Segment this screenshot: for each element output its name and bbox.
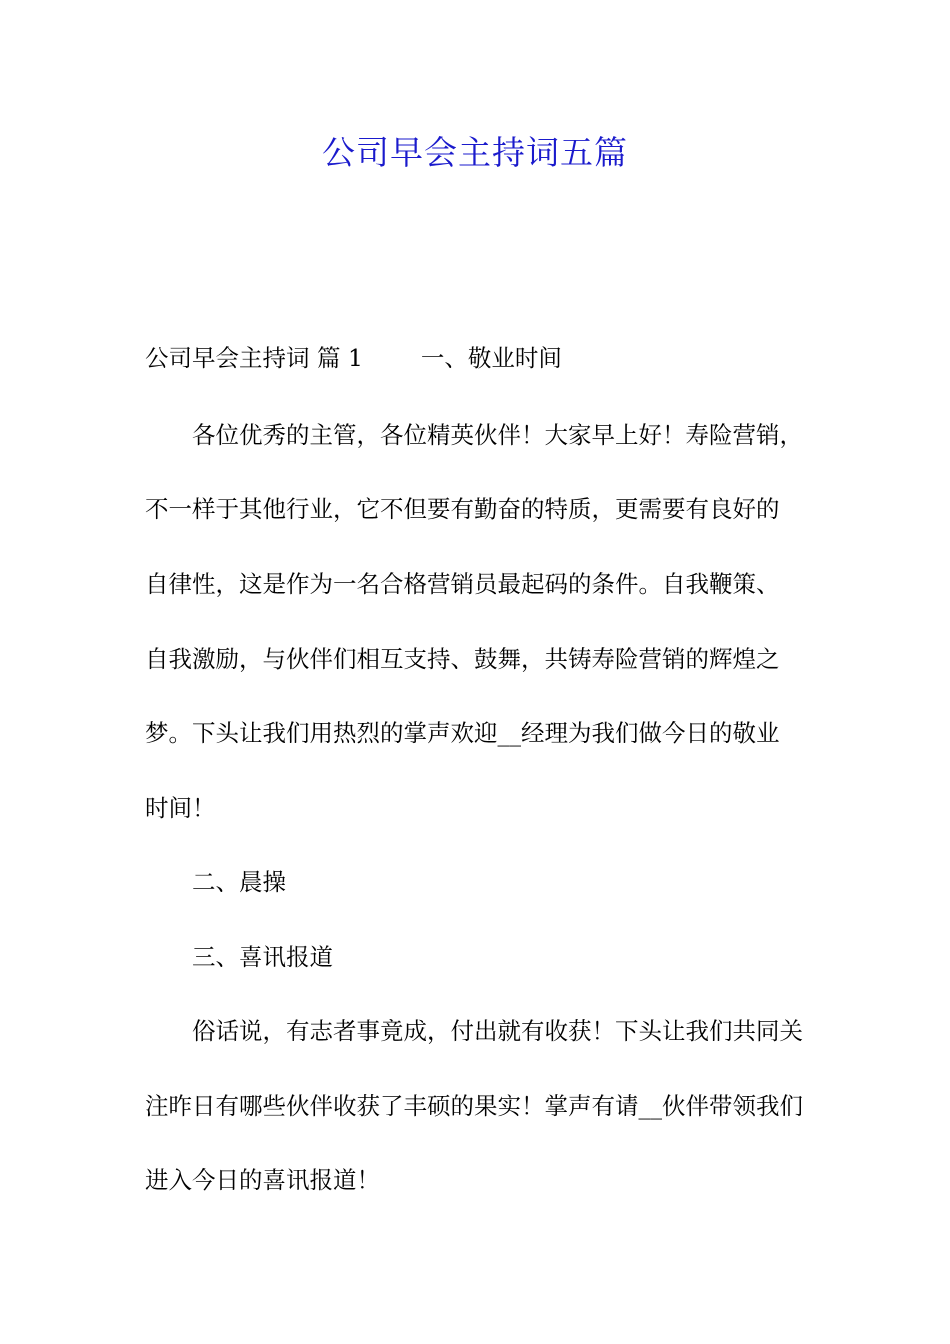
paragraph-1-line-2: 不一样于其他行业，它不但要有勤奋的特质，更需要有良好的 (145, 495, 780, 523)
paragraph-1-line-3: 自律性，这是作为一名合格营销员最起码的条件。自我鞭策、 (145, 570, 780, 598)
section-3-heading: 三、喜讯报道 (192, 943, 333, 971)
heading-subsection: 一、敬业时间 (420, 344, 562, 372)
paragraph-1-line-4: 自我激励，与伙伴们相互支持、鼓舞，共铸寿险营销的辉煌之 (145, 645, 780, 673)
paragraph-1-line-1: 各位优秀的主管，各位精英伙伴！大家早上好！寿险营销， (192, 421, 803, 449)
section-2-heading: 二、晨操 (192, 868, 286, 896)
paragraph-1-line-6: 时间！ (145, 794, 216, 822)
heading-label: 公司早会主持词 篇 1 (145, 344, 363, 372)
document-title: 公司早会主持词五篇 (322, 133, 628, 172)
paragraph-2-line-2: 注昨日有哪些伙伴收获了丰硕的果实！掌声有请__伙伴带领我们 (145, 1092, 803, 1120)
paragraph-2-line-1: 俗话说，有志者事竟成，付出就有收获！下头让我们共同关 (192, 1017, 803, 1045)
paragraph-1-line-5: 梦。下头让我们用热烈的掌声欢迎__经理为我们做今日的敬业 (145, 719, 780, 747)
section-heading (145, 341, 810, 375)
paragraph-2-line-3: 进入今日的喜讯报道！ (145, 1166, 380, 1194)
